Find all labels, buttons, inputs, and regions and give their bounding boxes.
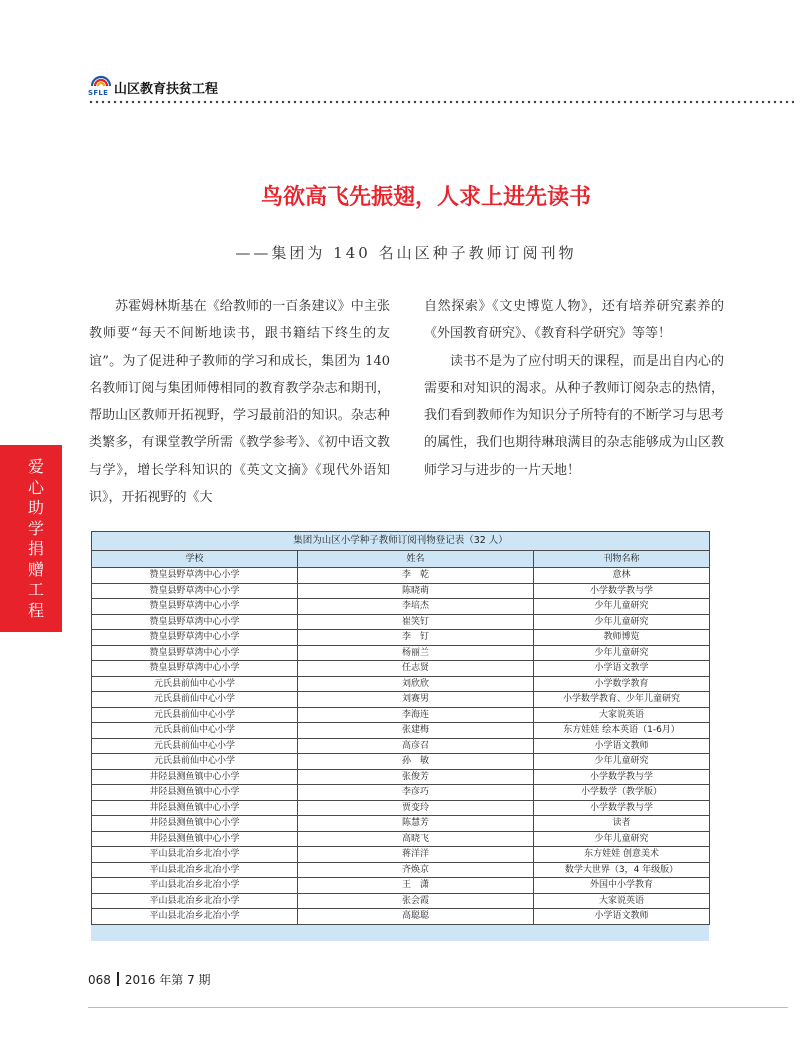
school-cell: 赞皇县野草湾中心小学 — [92, 630, 298, 646]
school-cell: 平山县北冶乡北冶小学 — [92, 862, 298, 878]
teacher-name-cell: 蒋洋洋 — [298, 847, 534, 863]
periodical-cell: 小学语文教师 — [534, 738, 710, 754]
page-number: 068 — [88, 973, 111, 987]
school-cell: 井陉县测鱼镇中心小学 — [92, 785, 298, 801]
school-cell: 平山县北冶乡北冶小学 — [92, 909, 298, 925]
footer-rule — [88, 1007, 788, 1008]
column-header-school: 学校 — [92, 551, 298, 568]
teacher-name-cell: 李 乾 — [298, 568, 534, 584]
periodical-cell: 少年儿童研究 — [534, 754, 710, 770]
periodical-cell: 小学数学教与学 — [534, 769, 710, 785]
table-row — [92, 738, 710, 754]
footer-separator — [117, 972, 119, 986]
table-row — [92, 847, 710, 863]
side-tab-label: 爱心助学捐赠工程 — [27, 457, 44, 620]
table-row — [92, 769, 710, 785]
periodical-cell: 少年儿童研究 — [534, 599, 710, 615]
article-subtitle: ——集团为 140 名山区种子教师订阅刊物 — [235, 244, 577, 262]
page-footer — [88, 971, 211, 988]
teacher-name-cell: 李 钉 — [298, 630, 534, 646]
table-body — [92, 568, 710, 925]
school-cell: 元氏县前仙中心小学 — [92, 723, 298, 739]
school-cell: 赞皇县野草湾中心小学 — [92, 661, 298, 677]
table-row — [92, 816, 710, 832]
periodical-cell: 大家说英语 — [534, 707, 710, 723]
school-cell: 井陉县测鱼镇中心小学 — [92, 800, 298, 816]
paragraph-1-continued: 自然探索》《文史博览人物》，还有培养研究素养的《外国教育研究》、《教育科学研究》等等！ — [424, 299, 724, 342]
school-cell: 井陉县测鱼镇中心小学 — [92, 769, 298, 785]
periodical-cell: 东方娃娃 绘本英语（1-6月） — [534, 723, 710, 739]
periodical-cell: 数学大世界（3，4 年级版） — [534, 862, 710, 878]
school-cell: 元氏县前仙中心小学 — [92, 707, 298, 723]
table-row — [92, 614, 710, 630]
teacher-name-cell: 任志贤 — [298, 661, 534, 677]
article-column-right — [424, 293, 724, 484]
school-cell: 元氏县前仙中心小学 — [92, 738, 298, 754]
teacher-name-cell: 陈慧芳 — [298, 816, 534, 832]
periodical-cell: 小学语文教学 — [534, 661, 710, 677]
teacher-name-cell: 李彦巧 — [298, 785, 534, 801]
subscription-table — [91, 531, 710, 925]
table-row — [92, 645, 710, 661]
teacher-name-cell: 李培杰 — [298, 599, 534, 615]
periodical-cell: 意林 — [534, 568, 710, 584]
periodical-cell: 小学数学教与学 — [534, 800, 710, 816]
teacher-name-cell: 高彦召 — [298, 738, 534, 754]
teacher-name-cell: 张俊芳 — [298, 769, 534, 785]
periodical-cell: 小学数学教育 — [534, 676, 710, 692]
table-row — [92, 630, 710, 646]
teacher-name-cell: 张会霞 — [298, 893, 534, 909]
table-row — [92, 599, 710, 615]
article-title: 鸟欲高飞先振翅，人求上进先读书 — [260, 185, 591, 210]
table-row — [92, 893, 710, 909]
school-cell: 元氏县前仙中心小学 — [92, 676, 298, 692]
school-cell: 元氏县前仙中心小学 — [92, 692, 298, 708]
teacher-name-cell: 孙 敏 — [298, 754, 534, 770]
table-row — [92, 676, 710, 692]
table-row — [92, 800, 710, 816]
teacher-name-cell: 齐焕京 — [298, 862, 534, 878]
school-cell: 井陉县测鱼镇中心小学 — [92, 816, 298, 832]
periodical-cell: 小学数学教育、少年儿童研究 — [534, 692, 710, 708]
table-row — [92, 878, 710, 894]
table-caption: 集团为山区小学种子教师订阅刊物登记表（32 人） — [92, 532, 710, 551]
periodical-cell: 东方娃娃 创意美术 — [534, 847, 710, 863]
school-cell: 平山县北冶乡北冶小学 — [92, 893, 298, 909]
school-cell: 赞皇县野草湾中心小学 — [92, 583, 298, 599]
teacher-name-cell: 张建梅 — [298, 723, 534, 739]
column-header-periodical: 刊物名称 — [534, 551, 710, 568]
teacher-name-cell: 李海连 — [298, 707, 534, 723]
page-header — [88, 72, 768, 102]
table-row — [92, 692, 710, 708]
periodical-cell: 小学数学教与学 — [534, 583, 710, 599]
teacher-name-cell: 陈晓萌 — [298, 583, 534, 599]
table-header-row — [92, 551, 710, 568]
teacher-name-cell: 刘欣欣 — [298, 676, 534, 692]
table-row — [92, 831, 710, 847]
paragraph-1: 苏霍姆林斯基在《给教师的一百条建议》中主张教师要“每天不间断地读书，跟书籍结下终生的友谊”。为了促进种子教师的学习和成长，集团为 140 名教师订阅与集团师傅相同的教育教学杂志和期刊，帮助山区教师开拓视野，学习最前沿的知识。杂志种类繁多，有课堂教学所需《教学参考》、《初中语文教与学》，增长学科知识的《英文文摘》《现代外语知识》，开拓视野的《大 — [89, 299, 390, 506]
table-row — [92, 568, 710, 584]
table-row — [92, 862, 710, 878]
header-dotted-rule — [88, 100, 796, 104]
periodical-cell: 教师博览 — [534, 630, 710, 646]
paragraph-2: 读书不是为了应付明天的课程，而是出自内心的需要和对知识的渴求。从种子教师订阅杂志的热情，我们看到教师作为知识分子所特有的不断学习与思考的属性，我们也期待琳琅满目的杂志能够成为山区教师学习与进步的一片天地！ — [424, 353, 724, 478]
article-column-left — [89, 293, 390, 511]
school-cell: 赞皇县野草湾中心小学 — [92, 645, 298, 661]
school-cell: 平山县北冶乡北冶小学 — [92, 847, 298, 863]
table-caption-row — [92, 532, 710, 551]
school-cell: 赞皇县野草湾中心小学 — [92, 614, 298, 630]
teacher-name-cell: 杨丽兰 — [298, 645, 534, 661]
school-cell: 赞皇县野草湾中心小学 — [92, 599, 298, 615]
table-row — [92, 707, 710, 723]
issue-label: 2016 年第 7 期 — [124, 973, 211, 987]
table-row — [92, 785, 710, 801]
table-row — [92, 909, 710, 925]
teacher-name-cell: 王 潇 — [298, 878, 534, 894]
table-row — [92, 661, 710, 677]
teacher-name-cell: 刘赛男 — [298, 692, 534, 708]
table-row — [92, 723, 710, 739]
periodical-cell: 少年儿童研究 — [534, 831, 710, 847]
teacher-name-cell: 崔笑钉 — [298, 614, 534, 630]
periodical-cell: 大家说英语 — [534, 893, 710, 909]
teacher-name-cell: 高晓飞 — [298, 831, 534, 847]
school-cell: 赞皇县野草湾中心小学 — [92, 568, 298, 584]
subscription-table-container — [91, 531, 709, 941]
school-cell: 元氏县前仙中心小学 — [92, 754, 298, 770]
column-header-name: 姓名 — [298, 551, 534, 568]
periodical-cell: 小学语文教师 — [534, 909, 710, 925]
periodical-cell: 少年儿童研究 — [534, 645, 710, 661]
logo-text: SFLE — [88, 89, 109, 97]
table-row — [92, 754, 710, 770]
periodical-cell: 少年儿童研究 — [534, 614, 710, 630]
periodical-cell: 读者 — [534, 816, 710, 832]
teacher-name-cell: 高聪聪 — [298, 909, 534, 925]
teacher-name-cell: 贾变玲 — [298, 800, 534, 816]
periodical-cell: 小学数学（教学版） — [534, 785, 710, 801]
school-cell: 井陉县测鱼镇中心小学 — [92, 831, 298, 847]
school-cell: 平山县北冶乡北冶小学 — [92, 878, 298, 894]
periodical-cell: 外国中小学教育 — [534, 878, 710, 894]
section-title: 山区教育扶贫工程 — [114, 82, 219, 97]
table-row — [92, 583, 710, 599]
